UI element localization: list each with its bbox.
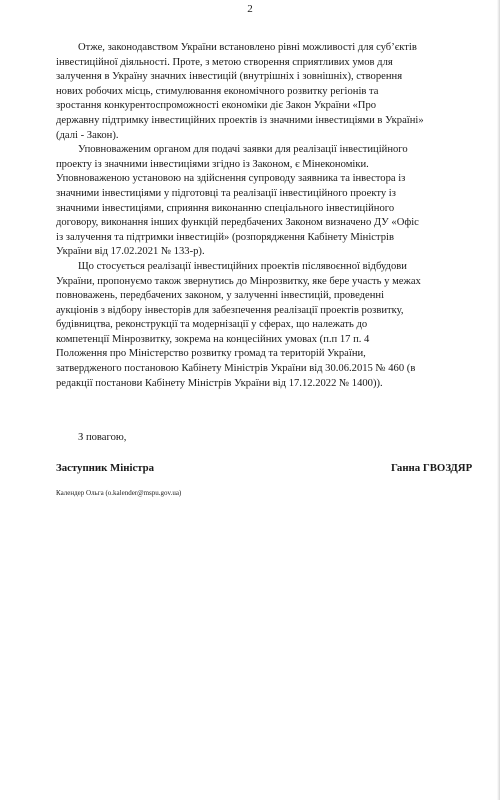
paragraph-line: залучення в Україну значних інвестицій (внутрішніх і зовнішніх), створення: [56, 71, 403, 83]
paragraph-line: Положення про Міністерство розвитку громад та територій України,: [56, 348, 366, 360]
paragraph-line: інвестиційної діяльності. Проте, з метою створення сприятливих умов для: [56, 56, 393, 68]
paragraph-line: редакції постанови Кабінету Міністрів України від 17.12.2022 № 1400)).: [56, 377, 383, 389]
paragraph-line: повноважень, передбачених законом, у залученні інвестицій, проведенні: [56, 290, 385, 302]
paragraph-line: України від 17.02.2021 № 133-р).: [56, 246, 205, 258]
page-number: 2: [247, 3, 253, 15]
contact-line: Календер Ольга (o.kalender@mspu.gov.ua): [56, 489, 182, 497]
paragraph-line: аукціонів з відбору інвесторів для забезпечення реалізації проектів розвитку,: [56, 304, 404, 316]
paragraph-line: проекту із значними інвестиціями згідно із Законом, є Мінекономіки.: [56, 158, 369, 170]
paragraph-line: затвердженого постановою Кабінету Міністрів України від 30.06.2015 № 460 (в: [56, 363, 416, 375]
paragraph-line: Уповноваженою установою на здійснення супроводу заявника та інвестора із: [56, 173, 406, 185]
paragraph-line: компетенції Мінрозвитку, зокрема на концесійних умовах (п.п 17 п. 4: [56, 333, 370, 345]
signatory-title: Заступник Міністра: [56, 462, 155, 474]
paragraph-2: [56, 143, 500, 260]
closing-phrase: З повагою,: [78, 432, 127, 443]
paragraph-3: [56, 260, 500, 391]
paragraph-line: Уповноваженим органом для подачі заявки для реалізації інвестиційного: [78, 144, 408, 156]
letter-body: [56, 41, 500, 391]
paragraph-line: Що стосується реалізації інвестиційних проектів післявоєнної відбудови: [78, 260, 407, 272]
paragraph-line: зростання конкурентоспроможності економіки діє Закон України «Про: [56, 100, 377, 112]
paragraph-line: Отже, законодавством України встановлено рівні можливості для суб’єктів: [78, 42, 417, 53]
paragraph-line: із залучення та підтримки інвестицій» (розпорядження Кабінету Міністрів: [56, 231, 395, 243]
paragraph-1: [56, 41, 500, 143]
paragraph-line: значними інвестиціями, сприяння виконанню спеціального інвестиційного: [56, 202, 395, 214]
paragraph-line: договору, виконання інших функцій передбачених Законом визначено ДУ «Офіс: [56, 217, 419, 229]
paragraph-line: України, пропонуємо також звернутись до Мінрозвитку, яке бере участь у межах: [56, 275, 421, 287]
paragraph-line: державну підтримку інвестиційних проектів із значними інвестиціями в Україні»: [56, 114, 424, 126]
paragraph-line: (далі - Закон).: [56, 129, 119, 141]
paragraph-line: значними інвестиціями у підготовці та реалізації інвестиційного проекту із: [56, 187, 396, 199]
paragraph-line: будівництва, реконструкції та модернізації у сферах, що належать до: [56, 319, 368, 331]
signatory-name: Ганна ГВОЗДЯР: [391, 462, 473, 474]
paragraph-line: нових робочих місць, стимулювання економічного розвитку регіонів та: [56, 85, 379, 97]
